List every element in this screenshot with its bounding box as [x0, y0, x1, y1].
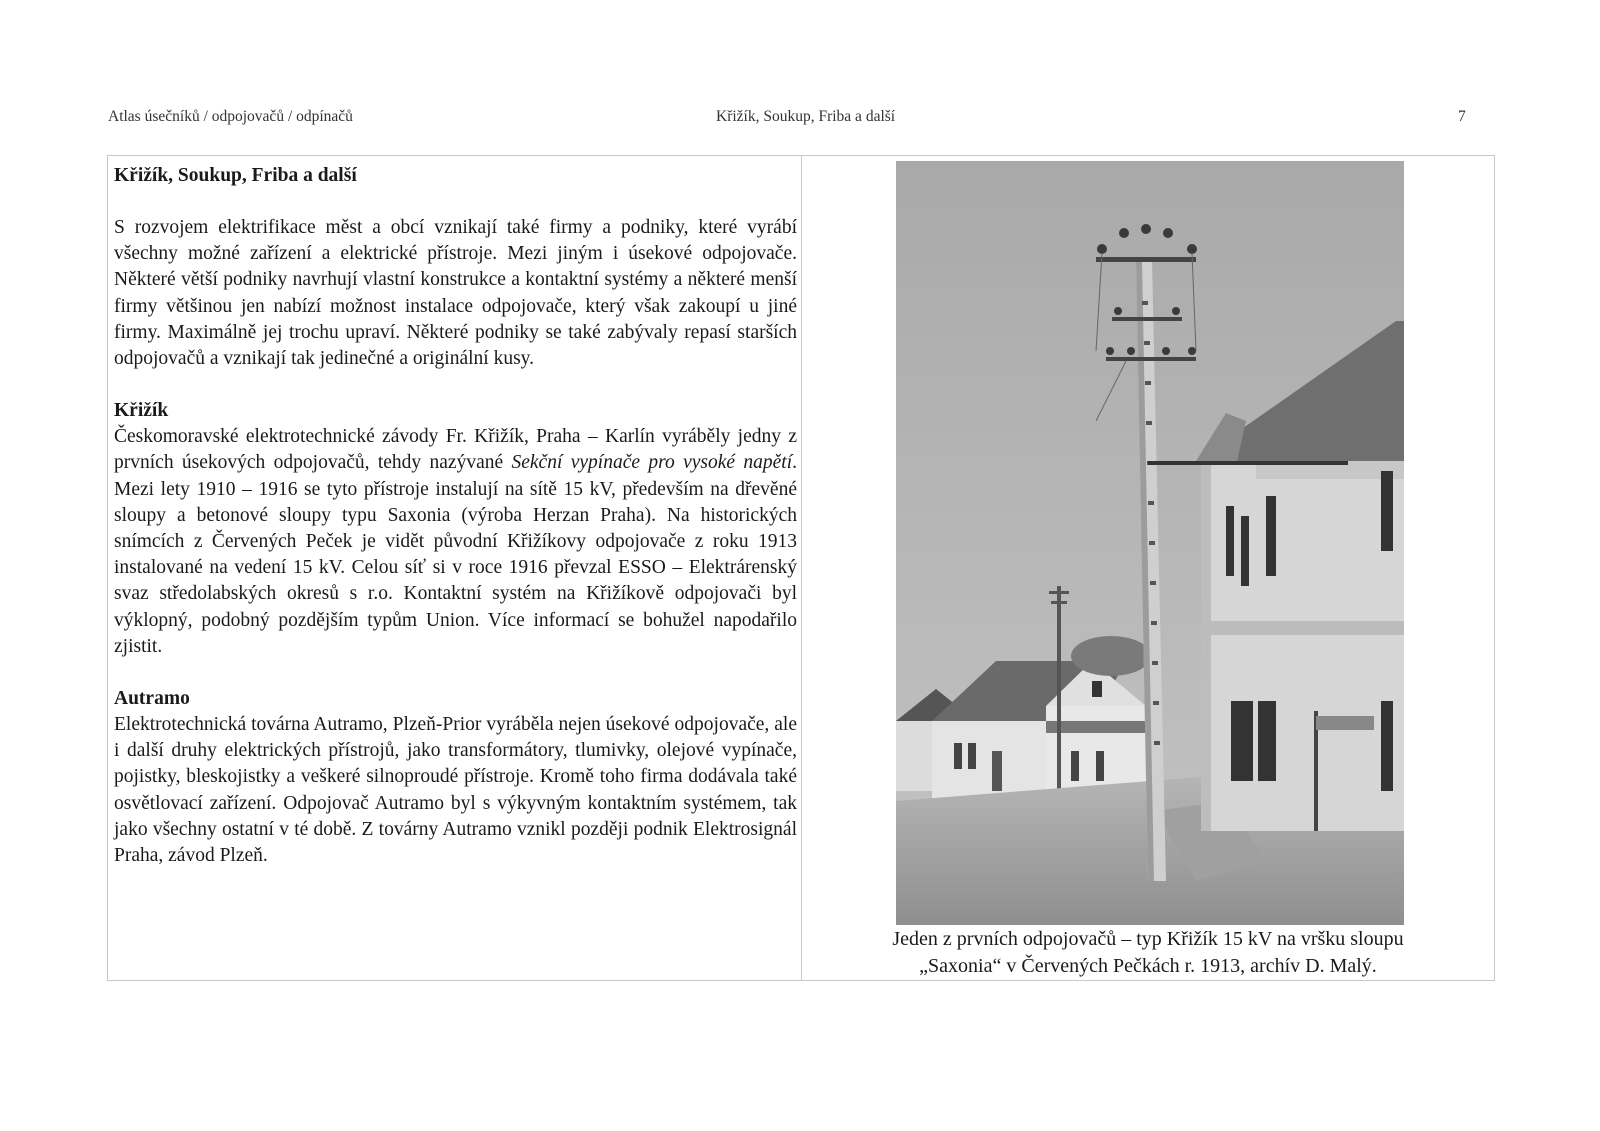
- article-title: Křižík, Soukup, Friba a další: [114, 165, 357, 186]
- column-divider: [801, 155, 802, 981]
- running-header-left: Atlas úsečníků / odpojovačů / odpínačů: [108, 108, 353, 125]
- caption-line-2: „Saxonia“ v Červených Pečkách r. 1913, archív D. Malý.: [919, 955, 1377, 977]
- text-column: [114, 163, 797, 869]
- section-text-krizik: [114, 424, 797, 660]
- krizik-text-italic: Sekční vypínače pro vysoké napětí: [511, 452, 793, 474]
- page-number: 7: [1458, 108, 1466, 125]
- figure-caption: [810, 926, 1486, 980]
- section-text-autramo: Elektrotechnická továrna Autramo, Plzeň-Prior vyráběla nejen úsekové odpojovače, ale i další druhy elektrických přístrojů, jako transformátory, tlumivky, olejové vypínače, pojistky, bleskojistky a veškeré silnoproudé přístroje. Kromě toho firma dodávala také osvětlovací zařízení. Odpojovač Autramo byl s výkyvným kontaktním systémem, tak jako všechny ostatní v té době. Z továrny Autramo vznikl později podnik Elektrosignál Praha, závod Plzeň.: [114, 714, 797, 867]
- photo-illustration: [896, 161, 1404, 925]
- running-header-center: Křižík, Soukup, Friba a další: [716, 108, 896, 125]
- section-heading-autramo: Autramo: [114, 688, 190, 710]
- krizik-text-after: . Mezi lety 1910 – 1916 se tyto přístroje instalují na sítě 15 kV, především na dřevěné sloupy a betonové sloupy typu Saxonia (výroba Herzan Praha). Na historických snímcích z Červených Peček je vidět původní Křižíkovy odpojovače z roku 1913 instalované na vedení 15 kV. Celou síť si v roce 1916 převzal ESSO – Elektrárenský svaz středolabských okresů s r.o. Kontaktní systém na Křižíkově odpojovači byl výklopný, podobný pozdějším typům Union. Více informací se bohužel napodařilo zjistit.: [114, 452, 797, 657]
- caption-line-1: Jeden z prvních odpojovačů – typ Křižík 15 kV na vršku sloupu: [892, 928, 1404, 950]
- krizik-text-before: Českomoravské elektrotechnické závody Fr. Křižík, Praha – Karlín vyráběly jedny z prvních úsekových odpojovačů, tehdy nazývané: [114, 426, 797, 474]
- historic-photo: [896, 161, 1404, 925]
- section-heading-krizik: Křižík: [114, 400, 169, 422]
- intro-paragraph: S rozvojem elektrifikace měst a obcí vznikají také firmy a podniky, které vyrábí všechny možné zařízení a elektrické přístroje. Mezi jiným i úsekové odpojovače. Některé větší podniky navrhují vlastní konstrukce a kontaktní systémy a některé menší firmy většinou jen nabízí možnost instalace odpojovače, který však zakoupí u jiné firmy. Maximálně jej trochu upraví. Některé podniky se také zabývaly repasí starších odpojovačů a vznikají tak jedinečné a originální kusy.: [114, 217, 797, 370]
